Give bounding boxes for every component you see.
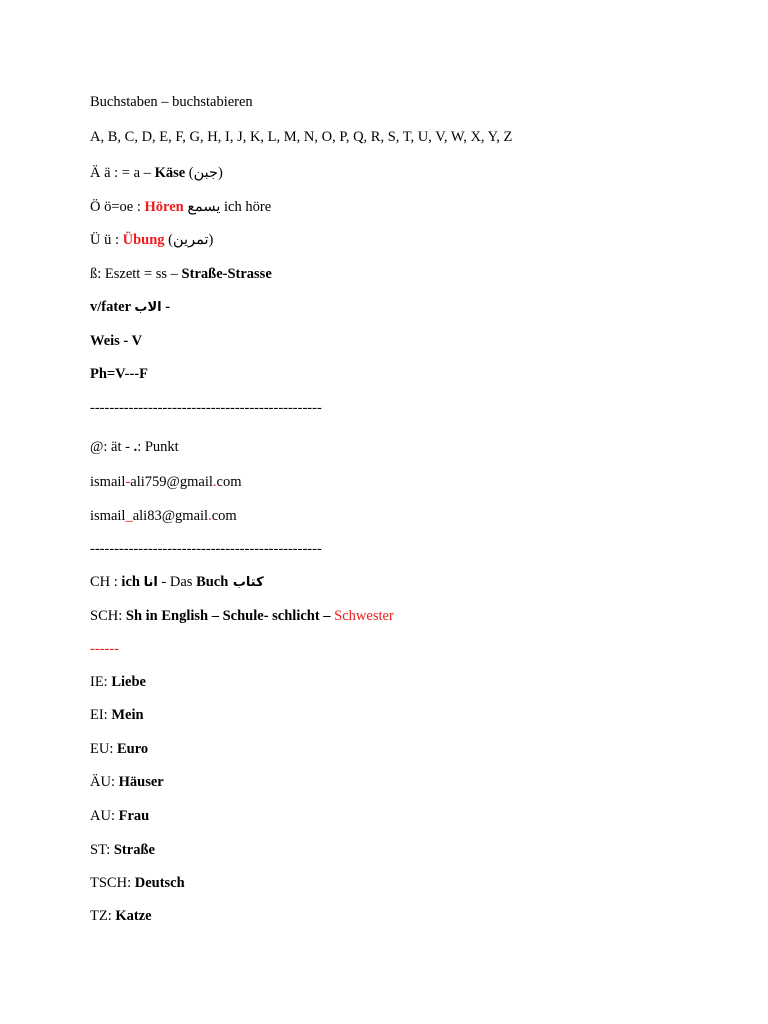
ch-middle: - Das	[157, 574, 197, 590]
ch-arabic-kitab: كتاب	[228, 575, 264, 590]
umlaut-o-word: Hören	[144, 199, 184, 215]
email-2-line	[90, 506, 237, 526]
diphthong-row	[90, 739, 148, 759]
diphthong-row	[90, 672, 146, 692]
diphthong-word: Deutsch	[134, 875, 185, 891]
separator-2-text: ------------------------------------------------	[90, 541, 322, 557]
vater-arabic: الاب	[134, 300, 162, 315]
sch-line	[90, 606, 394, 626]
vater-text: v/fater	[90, 299, 135, 315]
document-title	[90, 92, 253, 112]
ph-text: Ph=V---F	[90, 366, 148, 382]
diphthong-word: Katze	[115, 908, 152, 924]
umlaut-u-arabic: (تمرين)	[164, 232, 214, 248]
umlaut-u-word: Übung	[122, 232, 165, 248]
at-sign-line	[90, 437, 179, 457]
at-sign-suffix: : Punkt	[137, 439, 179, 455]
email-2-part3: com	[211, 508, 237, 524]
separator-2	[90, 539, 322, 559]
separator-red	[90, 639, 119, 659]
sch-prefix: SCH:	[90, 608, 126, 624]
alphabet-text: A, B, C, D, E, F, G, H, I, J, K, L, M, N, O, P, Q, R, S, T, U, V, W, X, Y, Z	[90, 129, 513, 145]
vater-suffix: -	[161, 299, 171, 315]
email-1-part3: com	[216, 474, 242, 490]
eszett-prefix: ß: Eszett = ss –	[90, 266, 182, 282]
at-sign-dot: .	[133, 439, 138, 455]
umlaut-a-prefix: Ä ä : = a –	[90, 165, 155, 181]
ch-ich: ich	[121, 574, 144, 590]
vater-line	[90, 297, 170, 318]
umlaut-u-prefix: Ü ü :	[90, 232, 123, 248]
diphthong-label: TSCH:	[90, 875, 135, 891]
diphthong-label: IE:	[90, 674, 112, 690]
umlaut-o-suffix: ich höre	[220, 199, 272, 215]
sch-red: Schwester	[334, 608, 394, 624]
email-2-underscore: _	[125, 508, 133, 524]
ch-arabic-ana: انا	[143, 575, 158, 590]
separator-1	[90, 398, 322, 418]
diphthong-word: Euro	[116, 741, 149, 757]
diphthong-word: Häuser	[118, 774, 164, 790]
umlaut-a-word: Käse	[154, 165, 186, 181]
ph-line	[90, 364, 148, 384]
email-1-part1: ismail	[90, 474, 126, 490]
diphthong-word: Mein	[111, 707, 144, 723]
diphthong-label: AU:	[90, 808, 119, 824]
umlaut-u-line	[90, 230, 213, 250]
email-1-part2: ali759@gmail	[130, 474, 213, 490]
at-sign-prefix: @: ät -	[90, 439, 134, 455]
diphthong-label: ÄU:	[90, 774, 119, 790]
email-1-line	[90, 472, 242, 492]
email-1-dash: -	[125, 474, 131, 490]
ch-line	[90, 572, 264, 593]
email-2-part2: ali83@gmail	[132, 508, 209, 524]
umlaut-o-line	[90, 197, 271, 217]
ch-buch: Buch	[196, 574, 229, 590]
sch-bold: Sh in English – Schule- schlicht –	[125, 608, 335, 624]
diphthong-label: EI:	[90, 707, 112, 723]
diphthong-label: EU:	[90, 741, 117, 757]
diphthong-row	[90, 705, 144, 725]
diphthong-row	[90, 806, 149, 826]
weis-line	[90, 331, 142, 351]
diphthong-row	[90, 873, 185, 893]
diphthong-label: ST:	[90, 842, 114, 858]
email-2-part1: ismail	[90, 508, 126, 524]
eszett-line	[90, 264, 272, 284]
separator-1-text: ------------------------------------------------	[90, 400, 322, 416]
alphabet-line	[90, 127, 512, 147]
umlaut-a-line	[90, 163, 223, 183]
diphthong-word: Frau	[118, 808, 150, 824]
diphthong-row	[90, 906, 152, 926]
email-2-dot: .	[208, 508, 212, 524]
title-text: Buchstaben – buchstabieren	[90, 94, 253, 110]
diphthong-word: Liebe	[111, 674, 146, 690]
umlaut-o-arabic: يسمع	[183, 199, 221, 215]
diphthong-row	[90, 840, 155, 860]
ch-prefix: CH :	[90, 574, 122, 590]
email-1-dot: .	[212, 474, 217, 490]
umlaut-o-prefix: Ö ö=oe :	[90, 199, 145, 215]
umlaut-a-arabic: (جبن)	[185, 165, 223, 181]
separator-red-text: ------	[90, 641, 119, 657]
diphthong-row	[90, 772, 164, 792]
weis-text: Weis - V	[90, 333, 143, 349]
eszett-word: Straße-Strasse	[181, 266, 272, 282]
diphthong-label: TZ:	[90, 908, 116, 924]
diphthong-word: Straße	[113, 842, 155, 858]
